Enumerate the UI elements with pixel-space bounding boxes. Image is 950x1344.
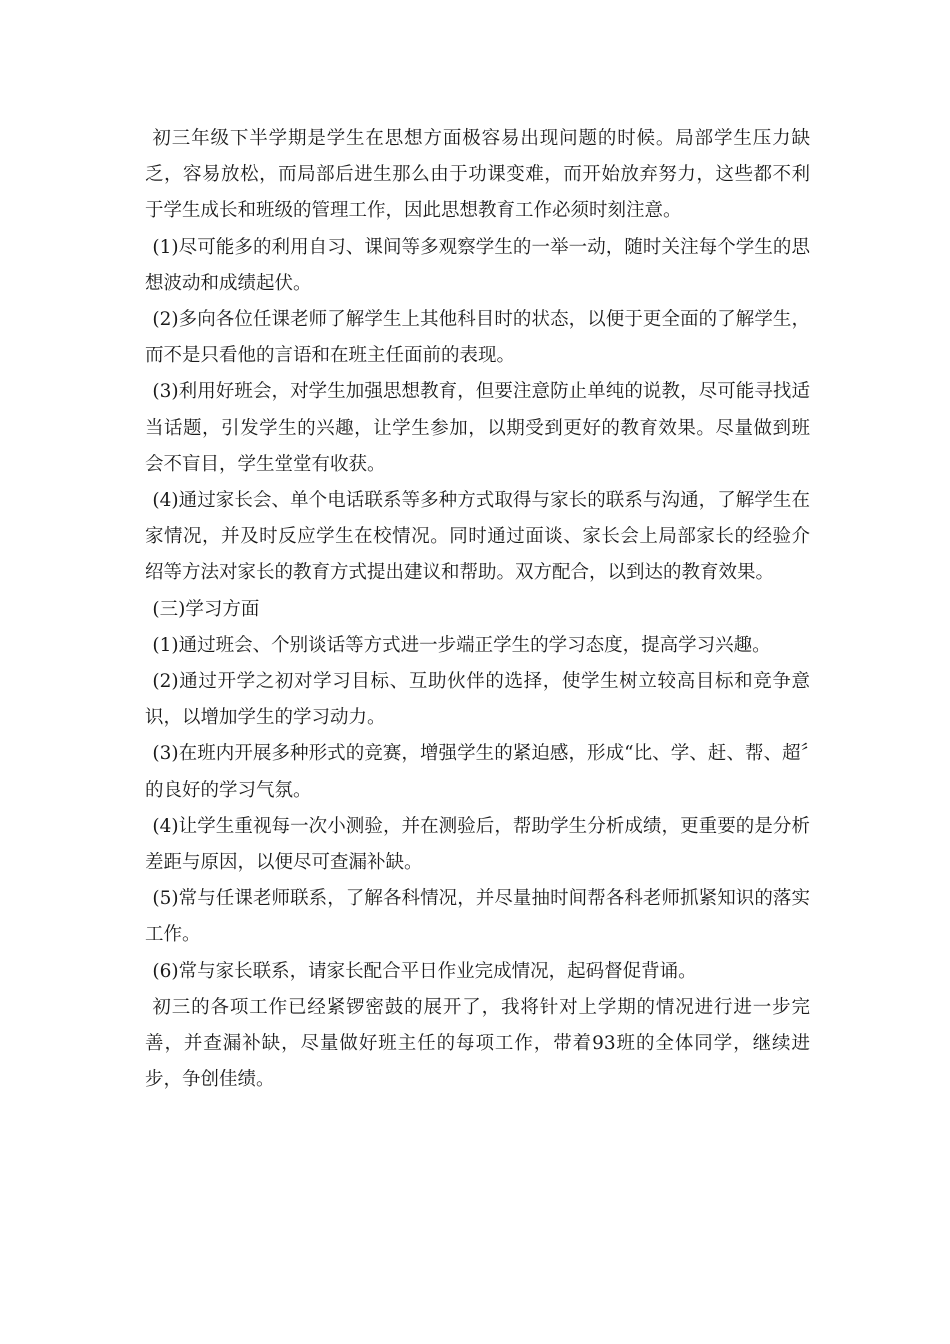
paragraph-item-2: (2)多向各位任课老师了解学生上其他科目时的状态，以便于更全面的了解学生，而不是只看他的言语和在班主任面前的表现。 — [145, 309, 810, 367]
paragraph-study-2: (2)通过开学之初对学习目标、互助伙伴的选择，使学生树立较高目标和竞争意识，以增加学生的学习动力。 — [145, 671, 810, 729]
paragraph-item-3: (3)利用好班会，对学生加强思想教育，但要注意防止单纯的说教，尽可能寻找适当话题，引发学生的兴趣，让学生参加，以期受到更好的教育效果。尽量做到班会不盲目，学生堂堂有收获。 — [145, 381, 810, 475]
paragraph-intro: 初三年级下半学期是学生在思想方面极容易出现问题的时候。局部学生压力缺乏，容易放松，而局部后进生那么由于功课变难，而开始放弃努力，这些都不利于学生成长和班级的管理工作，因此思想教育工作必须时刻注意。 — [145, 128, 810, 222]
paragraph-item-4: (4)通过家长会、单个电话联系等多种方式取得与家长的联系与沟通，了解学生在家情况，并及时反应学生在校情况。同时通过面谈、家长会上局部家长的经验介绍等方法对家长的教育方式提出建议和帮助。双方配合，以到达的教育效果。 — [145, 490, 810, 584]
paragraph-conclusion: 初三的各项工作已经紧锣密鼓的展开了，我将针对上学期的情况进行进一步完善，并查漏补缺，尽量做好班主任的每项工作，带着93班的全体同学，继续进步，争创佳绩。 — [145, 996, 810, 1091]
paragraph-study-4: (4)让学生重视每一次小测验，并在测验后，帮助学生分析成绩，更重要的是分析差距与原因，以便尽可查漏补缺。 — [145, 815, 810, 874]
paragraph-study-3: (3)在班内开展多种形式的竞赛，增强学生的紧迫感，形成“比、学、赶、帮、超〞的良好的学习气氛。 — [145, 743, 810, 801]
paragraph-study-5: (5)常与任课老师联系，了解各科情况，并尽量抽时间帮各科老师抓紧知识的落实工作。 — [145, 888, 810, 946]
section-heading-study: (三)学习方面 — [152, 598, 260, 620]
paragraph-study-6: (6)常与家长联系，请家长配合平日作业完成情况，起码督促背诵。 — [152, 960, 697, 982]
document-body — [145, 121, 810, 1098]
paragraph-item-1: (1)尽可能多的利用自习、课间等多观察学生的一举一动，随时关注每个学生的思想波动和成绩起伏。 — [145, 236, 810, 294]
paragraph-study-1: (1)通过班会、个别谈话等方式进一步端正学生的学习态度，提高学习兴趣。 — [152, 634, 771, 656]
